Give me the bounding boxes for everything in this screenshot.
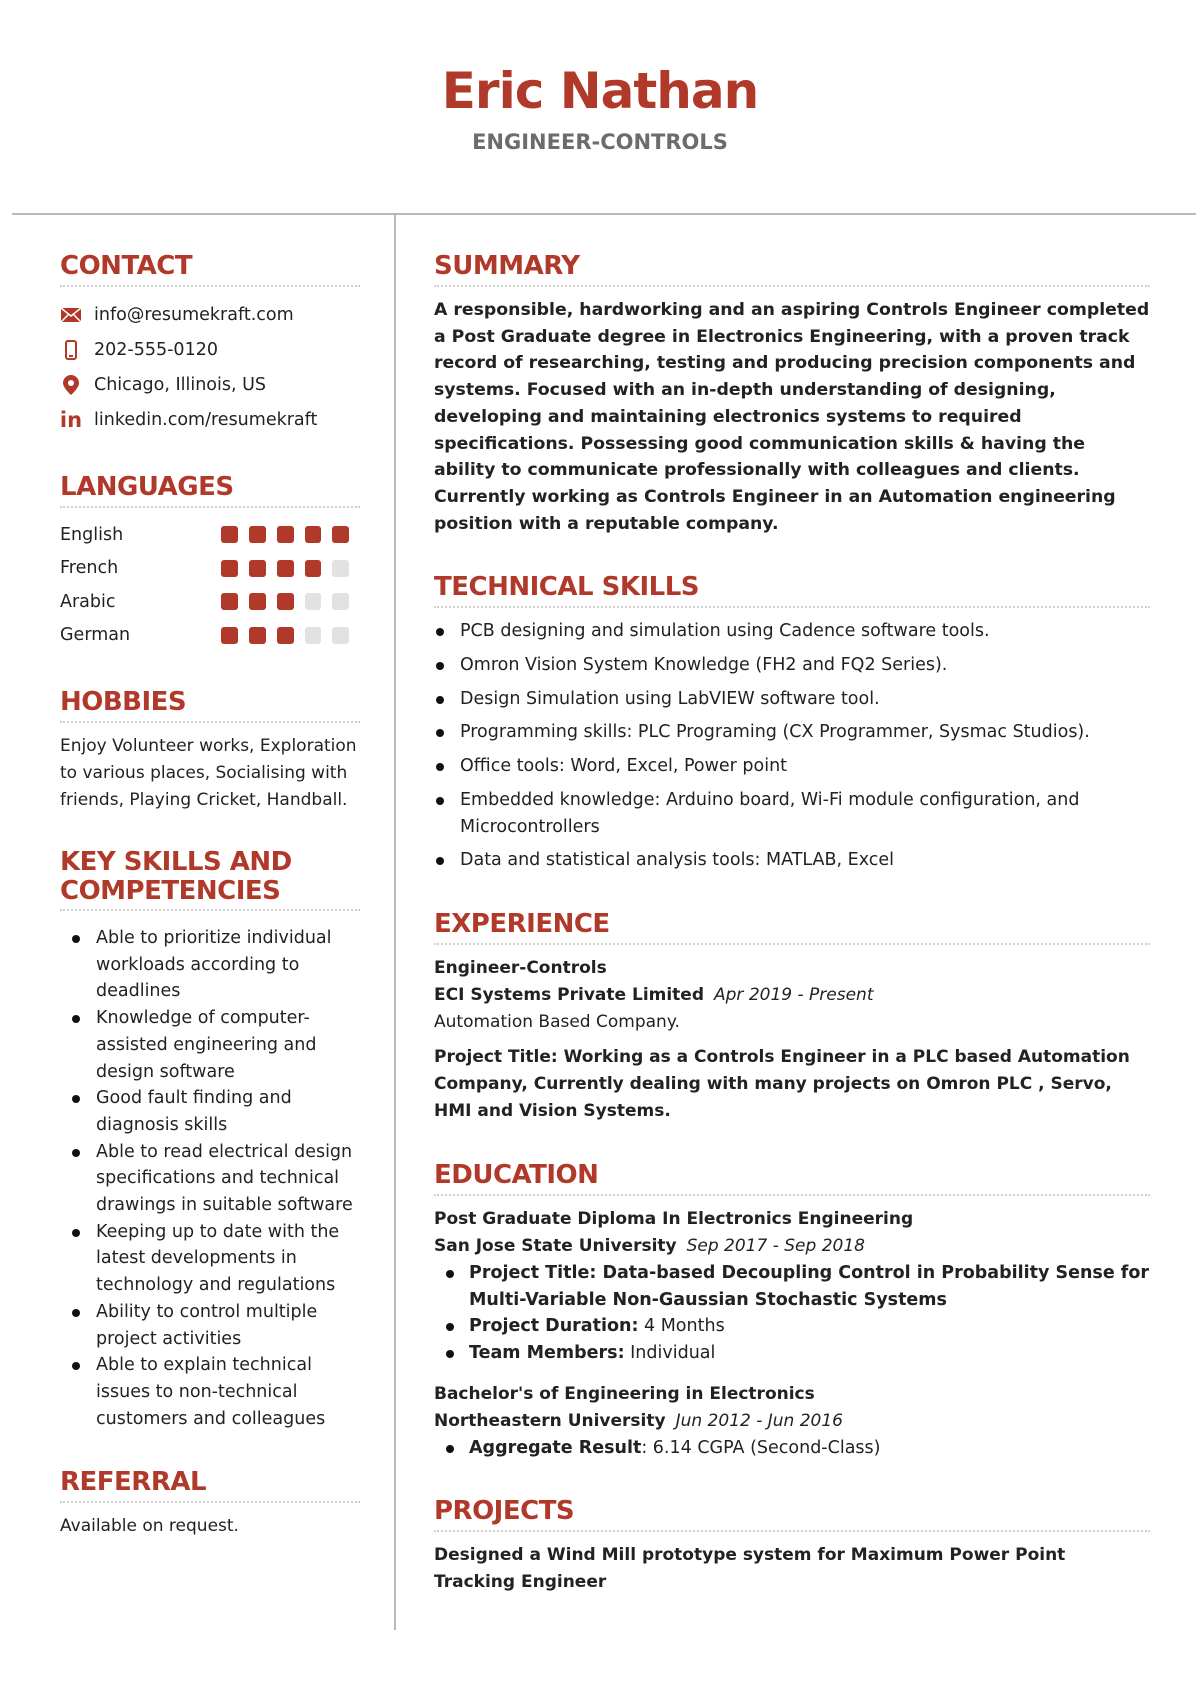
contact-email	[60, 297, 360, 332]
list-item: Keeping up to date with the latest developments in technology and regulations	[60, 1219, 360, 1299]
list-item: Embedded knowledge: Arduino board, Wi-Fi module configuration, and Microcontrollers	[434, 787, 1150, 840]
list-item: Data and statistical analysis tools: MATLAB, Excel	[434, 847, 1150, 874]
phone-number: 202-555-0120	[94, 339, 218, 360]
language-name: German	[60, 625, 131, 646]
job-dates: Apr 2019 - Present	[714, 984, 874, 1005]
contact-location	[60, 367, 360, 402]
resume-header	[0, 0, 1200, 214]
proficiency-dot	[249, 593, 266, 610]
proficiency-dot	[305, 526, 322, 543]
list-item: Good fault finding and diagnosis skills	[60, 1085, 360, 1138]
technical-skills-heading: TECHNICAL SKILLS	[434, 571, 1150, 608]
technical-skills-section	[434, 571, 1150, 874]
language-row	[60, 518, 360, 552]
contact-phone	[60, 332, 360, 367]
proficiency-dot	[332, 627, 349, 644]
proficiency-dot	[249, 526, 266, 543]
language-name: French	[60, 558, 119, 579]
proficiency-dot	[249, 627, 266, 644]
email-link[interactable]: info@resumekraft.com	[94, 304, 294, 325]
linkedin-icon: in	[59, 407, 83, 432]
education-dates: Sep 2017 - Sep 2018	[686, 1235, 865, 1256]
list-item: Able to explain technical issues to non-technical customers and colleagues	[60, 1352, 360, 1432]
summary-text: A responsible, hardworking and an aspiring Controls Engineer completed a Post Graduate degree in Electronics Engineering, with a proven track record of researching, testing and producing precision components and systems. Focused with an in-depth understanding of designing, developing and maintaining electronics systems to required specifications. Possessing good communication skills & having the ability to communicate professionally with colleagues and clients. Currently working as Controls Engineer in an Automation engineering position with a reputable company.	[434, 300, 1150, 534]
right-column	[434, 250, 1150, 1630]
summary-heading: SUMMARY	[434, 250, 1150, 287]
location-text: Chicago, Illinois, US	[94, 374, 267, 395]
proficiency-dot	[221, 526, 238, 543]
list-item: Team Members: Individual	[434, 1340, 1150, 1367]
envelope-icon	[60, 304, 82, 326]
education-dates: Jun 2012 - Jun 2016	[675, 1410, 843, 1431]
contact-section	[60, 250, 360, 437]
candidate-name: Eric Nathan	[441, 62, 759, 120]
proficiency-dot	[221, 627, 238, 644]
list-item: Ability to control multiple project activities	[60, 1299, 360, 1352]
linkedin-link[interactable]: linkedin.com/resumekraft	[94, 409, 318, 430]
school-name: Northeastern University	[434, 1410, 666, 1431]
experience-section	[434, 908, 1150, 1125]
list-item: Aggregate Result: 6.14 CGPA (Second-Class)	[434, 1435, 1150, 1462]
list-item: Knowledge of computer-assisted engineering and design software	[60, 1005, 360, 1085]
proficiency-dot	[221, 593, 238, 610]
key-skills-heading: KEY SKILLS AND COMPETENCIES	[60, 848, 360, 911]
company-description: Automation Based Company.	[434, 1011, 680, 1032]
summary-section	[434, 250, 1150, 537]
job-project: Project Title: Working as a Controls Engineer in a PLC based Automation Company, Currently dealing with many projects on Omron PLC , Servo, HMI and Vision Systems.	[434, 1046, 1130, 1121]
list-item: Programming skills: PLC Programing (CX Programmer, Sysmac Studios).	[434, 719, 1150, 746]
phone-icon	[60, 339, 82, 361]
key-skills-section	[60, 848, 360, 1432]
proficiency-dot	[221, 560, 238, 577]
list-item: Omron Vision System Knowledge (FH2 and FQ2 Series).	[434, 652, 1150, 679]
language-name: English	[60, 524, 124, 545]
list-item: Project Duration: 4 Months	[434, 1313, 1150, 1340]
hobbies-section	[60, 686, 360, 814]
company-name: ECI Systems Private Limited	[434, 984, 705, 1005]
school-name: San Jose State University	[434, 1235, 677, 1256]
map-pin-icon	[60, 374, 82, 396]
proficiency-dot	[277, 560, 294, 577]
education-section	[434, 1159, 1150, 1462]
proficiency-dot	[305, 593, 322, 610]
contact-linkedin	[60, 402, 360, 437]
proficiency-dot	[332, 560, 349, 577]
proficiency-dot	[277, 526, 294, 543]
projects-section	[434, 1495, 1150, 1596]
language-name: Arabic	[60, 591, 116, 612]
list-item: PCB designing and simulation using Cadence software tools.	[434, 618, 1150, 645]
header-divider	[12, 213, 1196, 215]
language-row	[60, 552, 360, 586]
languages-section	[60, 471, 360, 652]
left-column	[60, 250, 360, 1574]
referral-text: Available on request.	[60, 1516, 239, 1537]
column-divider	[394, 215, 396, 1630]
proficiency-dot	[305, 627, 322, 644]
hobbies-text: Enjoy Volunteer works, Exploration to various places, Socialising with friends, Playing Cricket, Handball.	[60, 736, 357, 810]
education-heading: EDUCATION	[434, 1159, 1150, 1196]
proficiency-dot	[277, 627, 294, 644]
candidate-role: ENGINEER-CONTROLS	[472, 130, 728, 154]
proficiency-dot	[305, 560, 322, 577]
languages-heading: LANGUAGES	[60, 471, 360, 508]
proficiency-dot	[332, 593, 349, 610]
projects-heading: PROJECTS	[434, 1495, 1150, 1532]
experience-heading: EXPERIENCE	[434, 908, 1150, 945]
list-item: Office tools: Word, Excel, Power point	[434, 753, 1150, 780]
degree-title: Post Graduate Diploma In Electronics Engineering	[434, 1208, 914, 1229]
degree-title: Bachelor's of Engineering in Electronics	[434, 1383, 815, 1404]
project-text: Designed a Wind Mill prototype system for Maximum Power Point Tracking Engineer	[434, 1545, 1066, 1593]
job-title: Engineer-Controls	[434, 957, 607, 978]
contact-heading: CONTACT	[60, 250, 360, 287]
proficiency-dot	[249, 560, 266, 577]
list-item: Able to read electrical design specifications and technical drawings in suitable software	[60, 1139, 360, 1219]
hobbies-heading: HOBBIES	[60, 686, 360, 723]
language-row	[60, 619, 360, 653]
proficiency-dot	[332, 526, 349, 543]
list-item: Design Simulation using LabVIEW software tool.	[434, 686, 1150, 713]
referral-section	[60, 1466, 360, 1540]
list-item: Able to prioritize individual workloads according to deadlines	[60, 925, 360, 1005]
referral-heading: REFERRAL	[60, 1466, 360, 1503]
list-item: Project Title: Data-based Decoupling Control in Probability Sense for Multi-Variable Non-Gaussian Stochastic Systems	[434, 1260, 1150, 1313]
proficiency-dot	[277, 593, 294, 610]
language-row	[60, 585, 360, 619]
